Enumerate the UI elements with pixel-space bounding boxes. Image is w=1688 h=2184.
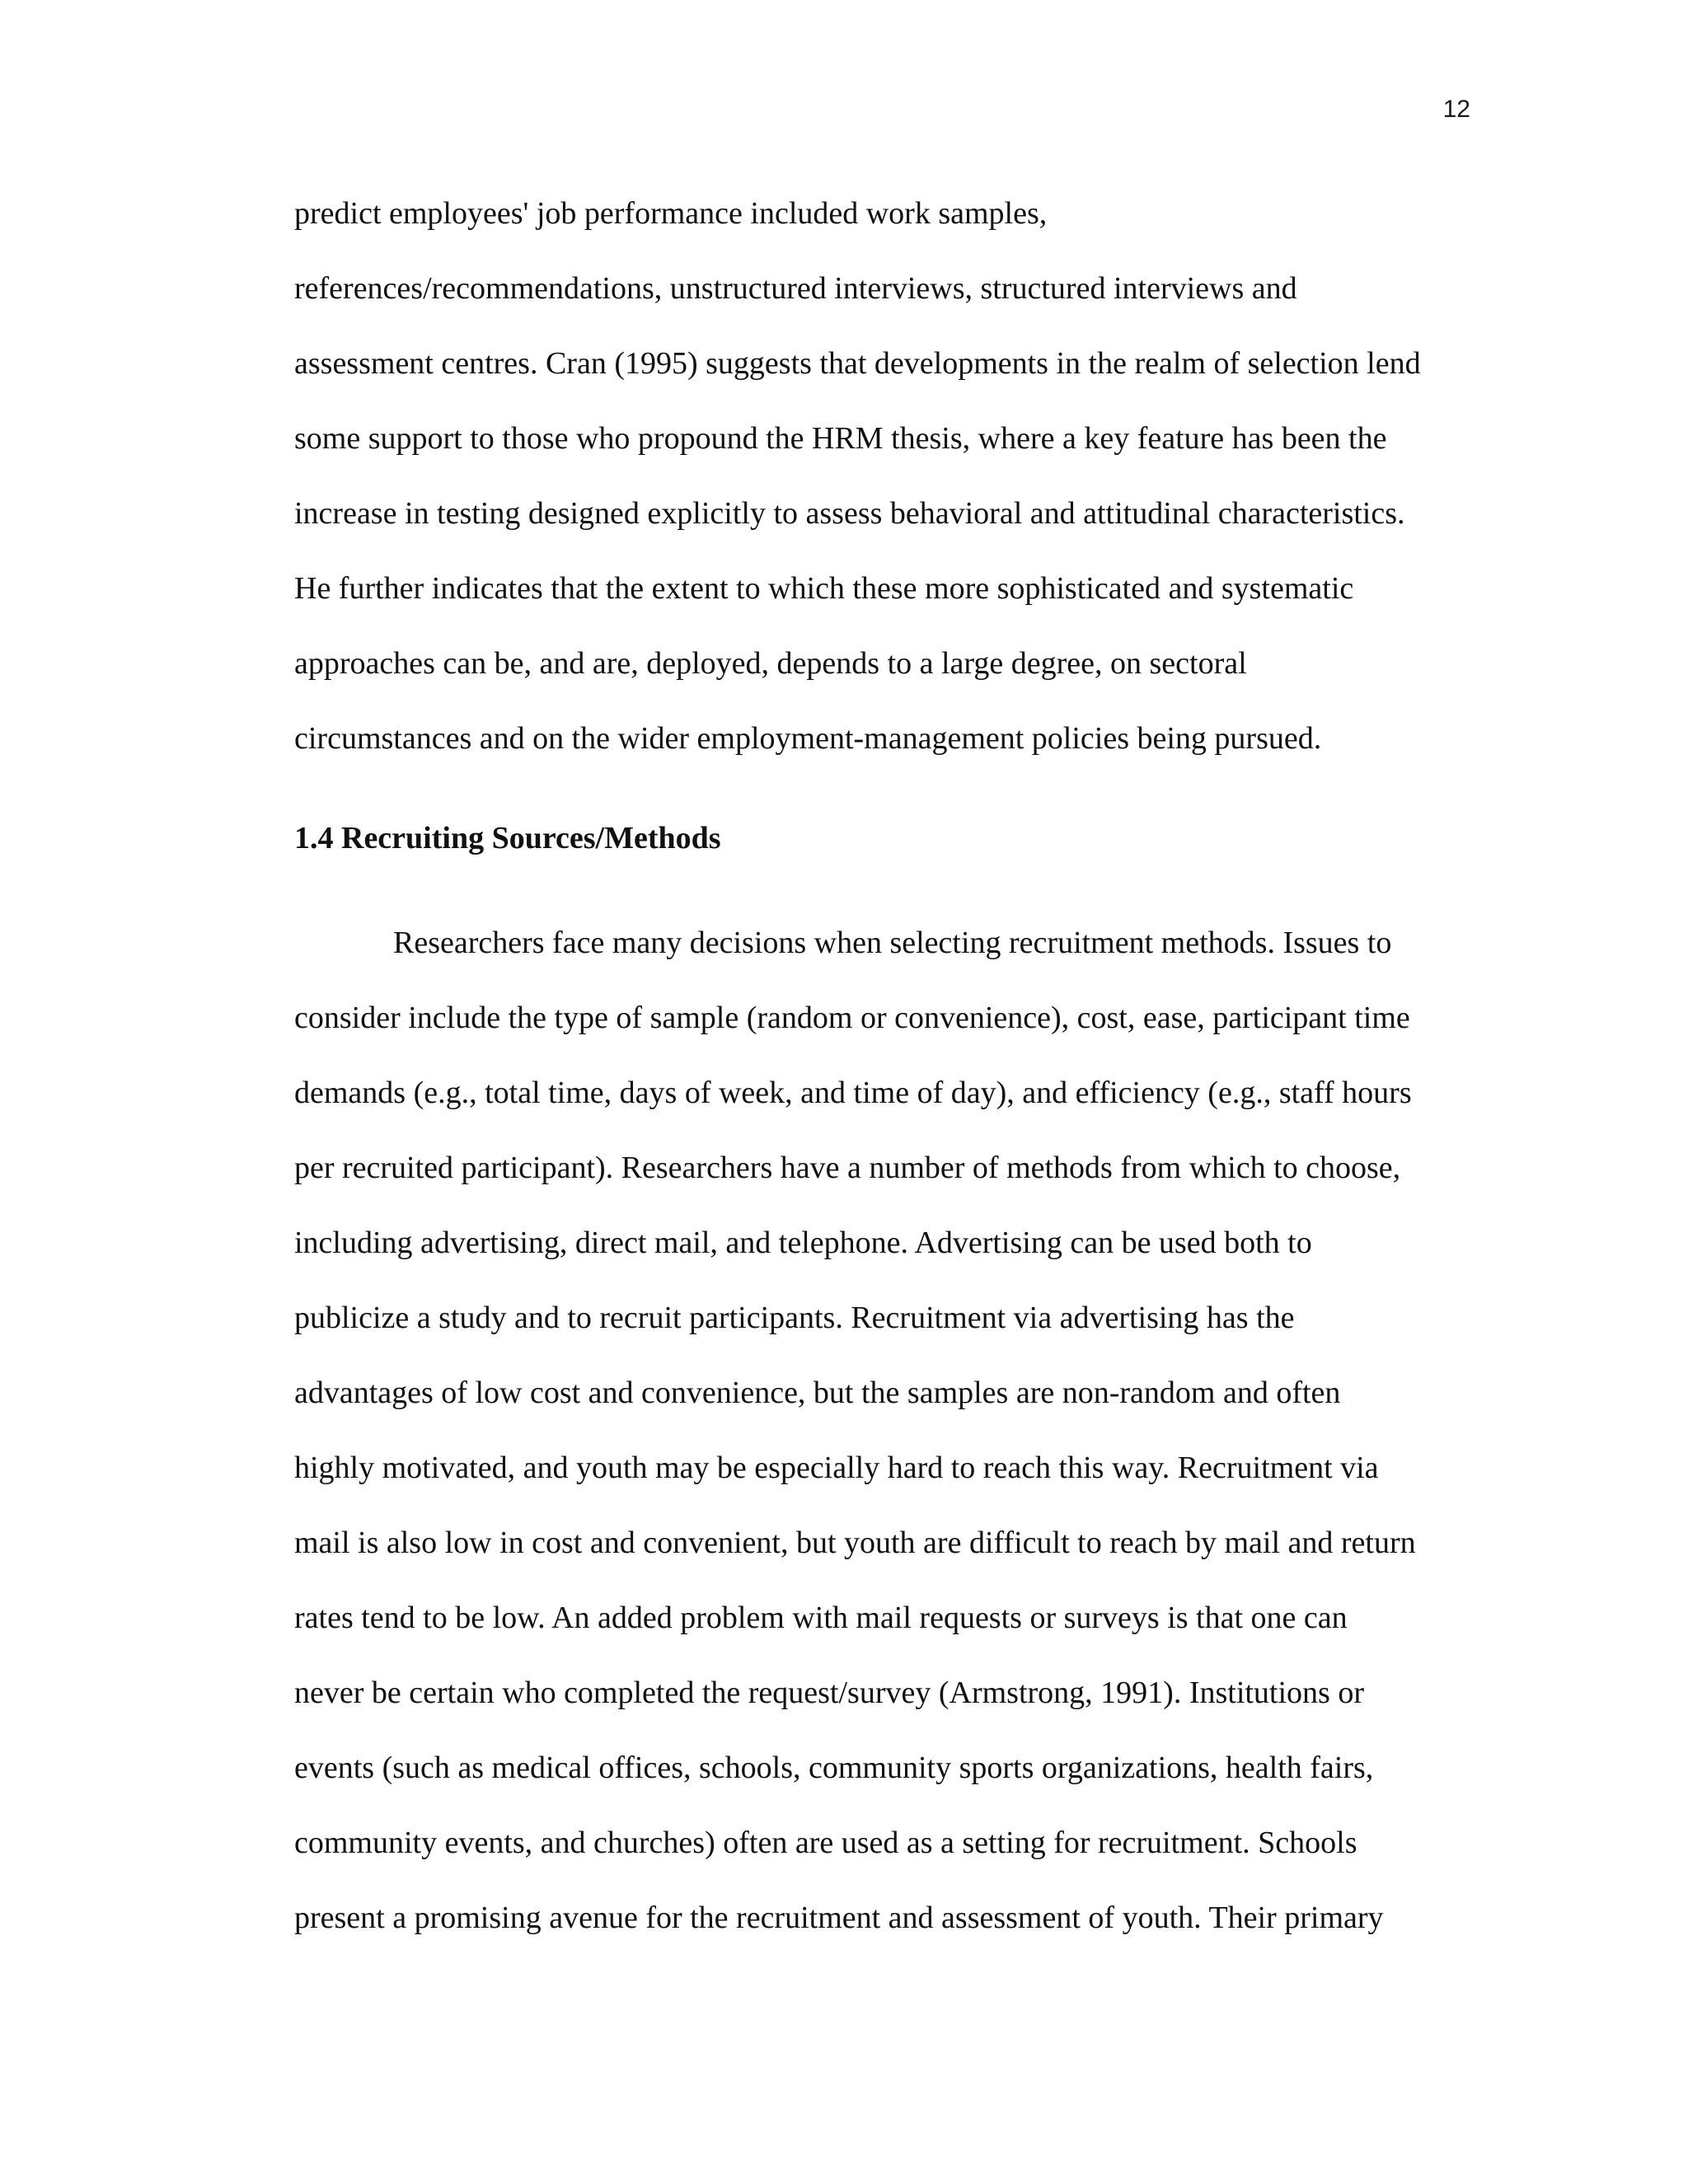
paragraph-line: references/recommendations, unstructured interviews, structured interviews and — [294, 271, 1297, 306]
paragraph-line: mail is also low in cost and convenient, but youth are difficult to reach by mail and return — [294, 1526, 1416, 1560]
paragraph-line: Researchers face many decisions when selecting recruitment methods. Issues to — [393, 926, 1392, 960]
paragraph-line: per recruited participant). Researchers have a number of methods from which to choose, — [294, 1151, 1401, 1185]
paragraph-line: assessment centres. Cran (1995) suggests that developments in the realm of selection lend — [294, 346, 1421, 381]
paragraph-line: circumstances and on the wider employment-management policies being pursued. — [294, 721, 1322, 756]
paragraph-line: predict employees' job performance included work samples, — [294, 196, 1048, 231]
page-number: 12 — [1442, 96, 1470, 123]
paragraph-line: increase in testing designed explicitly to assess behavioral and attitudinal characteristics. — [294, 496, 1405, 531]
paragraph-line: demands (e.g., total time, days of week, and time of day), and efficiency (e.g., staff hours — [294, 1076, 1412, 1110]
paragraph-line: including advertising, direct mail, and telephone. Advertising can be used both to — [294, 1226, 1312, 1260]
section-heading: 1.4 Recruiting Sources/Methods — [294, 821, 721, 855]
paragraph-line: consider include the type of sample (random or convenience), cost, ease, participant time — [294, 1001, 1410, 1035]
section-paragraph — [294, 906, 1506, 1956]
paragraph-line: some support to those who propound the HRM thesis, where a key feature has been the — [294, 421, 1387, 456]
paragraph-line: advantages of low cost and convenience, but the samples are non-random and often — [294, 1376, 1341, 1410]
paragraph-line: rates tend to be low. An added problem with mail requests or surveys is that one can — [294, 1601, 1348, 1635]
paragraph-line: highly motivated, and youth may be especially hard to reach this way. Recruitment via — [294, 1451, 1379, 1485]
paragraph-line: publicize a study and to recruit participants. Recruitment via advertising has the — [294, 1301, 1295, 1335]
paragraph-line: community events, and churches) often are used as a setting for recruitment. Schools — [294, 1825, 1357, 1860]
paragraph-line: present a promising avenue for the recruitment and assessment of youth. Their primary — [294, 1900, 1384, 1935]
paragraph-line: events (such as medical offices, schools, community sports organizations, health fairs, — [294, 1750, 1374, 1785]
continuation-paragraph — [294, 176, 1506, 776]
paragraph-line: approaches can be, and are, deployed, depends to a large degree, on sectoral — [294, 646, 1247, 681]
paragraph-line: never be certain who completed the request/survey (Armstrong, 1991). Institutions or — [294, 1675, 1364, 1710]
paragraph-line: He further indicates that the extent to which these more sophisticated and systematic — [294, 571, 1354, 606]
